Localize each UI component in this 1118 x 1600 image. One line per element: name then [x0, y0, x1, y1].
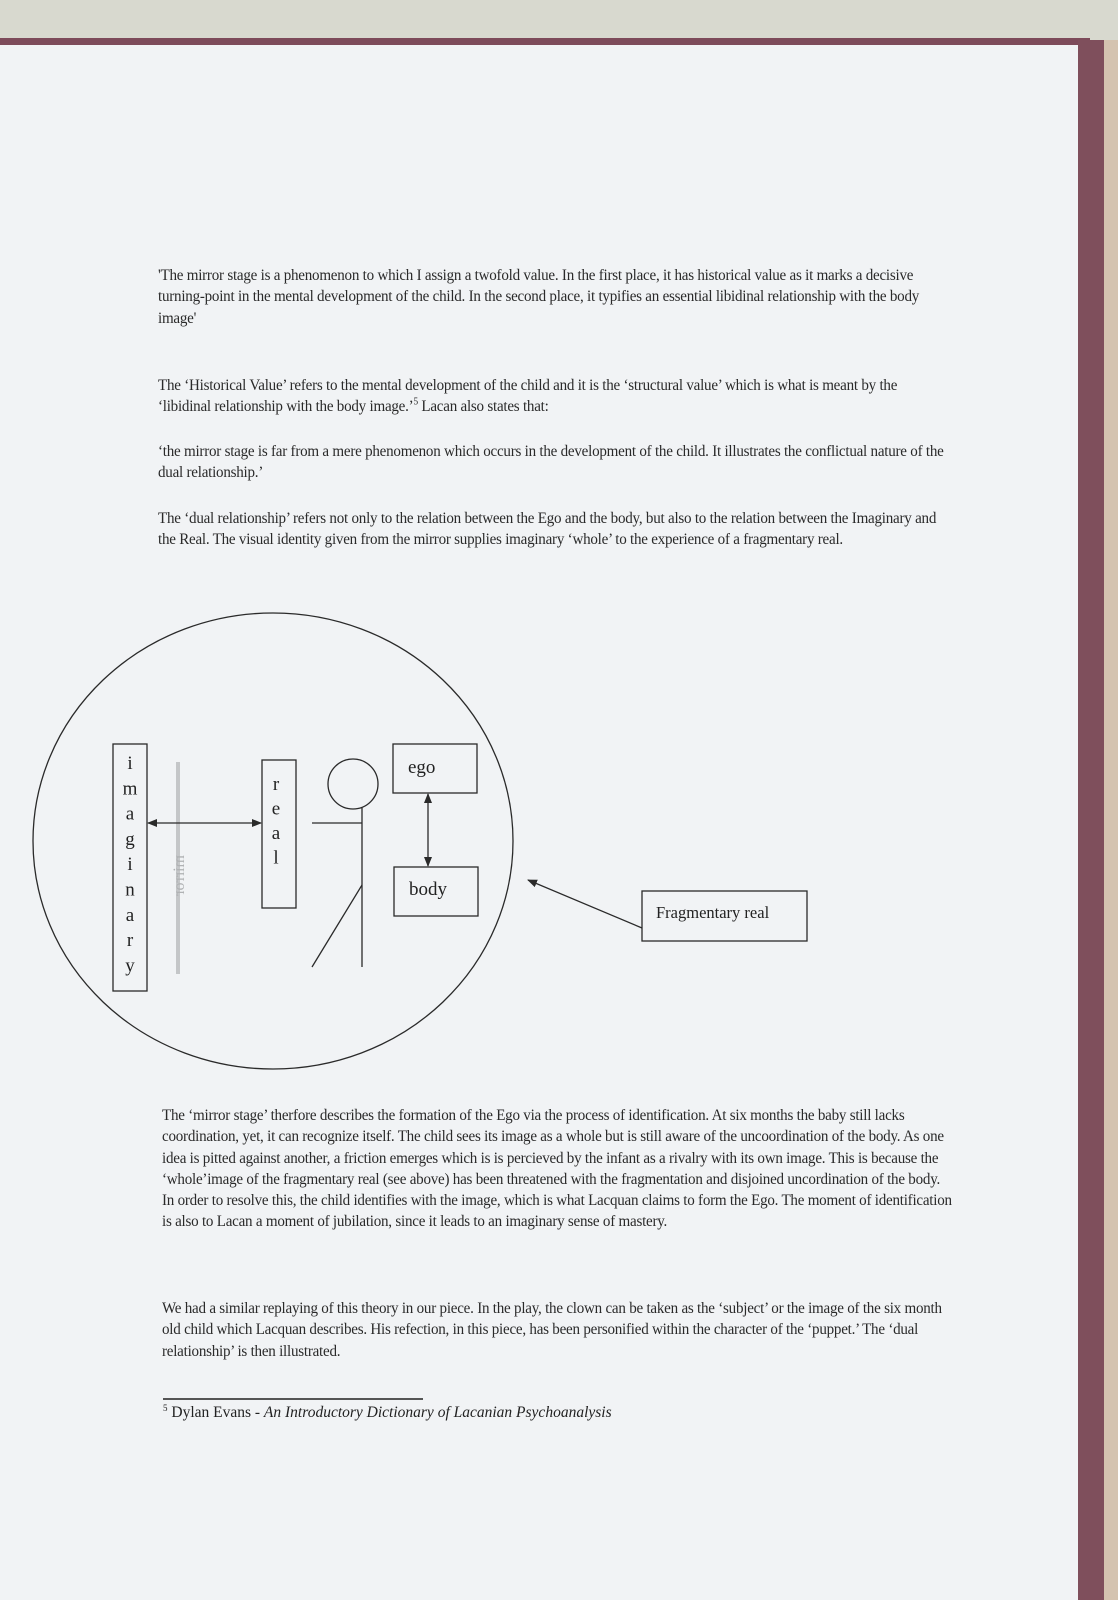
imaginary-letter: m — [122, 778, 138, 800]
imaginary-label — [123, 753, 138, 976]
real-letter: r — [272, 774, 280, 795]
paragraph-tail: Lacan also states that: — [417, 397, 549, 416]
imaginary-letter: a — [125, 803, 135, 825]
imaginary-letter: r — [126, 930, 134, 952]
real-letter: a — [271, 823, 281, 844]
footnote-separator — [163, 1398, 423, 1400]
quote-paragraph-1: 'The mirror stage is a phenomenon to which I assign a twofold value. In the first place, it has historical value as it marks a decisive turning-point in the mental development of the child. In the second place, it typifies an essential libidinal relationship with the body image' — [158, 266, 920, 327]
paragraph-text: The ‘Historical Value’ refers to the mental development of the child and it is the ‘structural value’ which is what is meant by the ‘libidinal relationship with the body image.’ — [158, 376, 898, 416]
fragmentary-real-label: Fragmentary real — [656, 903, 770, 922]
body-label: body — [409, 879, 447, 900]
footnote-title: An Introductory Dictionary of Lacanian Psychoanalysis — [263, 1404, 612, 1422]
imaginary-letter: n — [125, 879, 135, 901]
footnote-ref[interactable]: 5 — [413, 396, 418, 408]
stick-figure — [312, 759, 378, 967]
ego-label: ego — [408, 757, 436, 778]
imaginary-letter: g — [125, 828, 135, 850]
stick-figure-leg — [312, 885, 362, 967]
footnote-number: 5 — [163, 1403, 168, 1413]
paragraph-formation-of-ego: The ‘mirror stage’ therfore describes the formation of the Ego via the process of identification. At six months the baby still lacks coordination, yet, it can recognize itself. The child sees its image as a whole but is still aware of the uncoordination of the body. As one idea is pitted against another, a friction emerges which is is percieved by the infant as a rivalry with its own image. This is because the ‘whole’image of the fragmentary real (see above) has been threatened with the fragmentation and disjoined uncordination of the body. In order to resolve this, the child identifies with the image, which is what Lacquan claims to form the Ego. The moment of identification is also to Lacan a moment of jubilation, since it leads to an imaginary sense of mastery. — [162, 1106, 952, 1231]
paragraph-our-piece: We had a similar replaying of this theory in our piece. In the play, the clown can be taken as the ‘subject’ or the image of the six month old child which Lacquan describes. His refection, in this piece, has been personified within the character of the ‘puppet.’ The ‘dual relationship’ is then illustrated. — [162, 1299, 942, 1360]
footnote-author: Dylan Evans - — [171, 1404, 264, 1422]
real-letter: e — [271, 798, 281, 820]
fragmentary-arrow — [528, 880, 642, 928]
real-label — [272, 774, 281, 869]
stick-figure-head — [328, 759, 378, 809]
footnote — [163, 1403, 612, 1422]
quote-paragraph-2: ‘the mirror stage is far from a mere phenomenon which occurs in the development of the child. It illustrates the conflictual nature of the dual relationship.’ — [158, 442, 944, 482]
imaginary-letter: i — [127, 854, 133, 876]
imaginary-letter: a — [125, 904, 135, 926]
imaginary-letter: y — [125, 955, 135, 977]
real-letter: l — [273, 847, 279, 869]
mirror-label: mirror — [171, 855, 188, 896]
paragraph-dual-relationship: The ‘dual relationship’ refers not only to the relation between the Ego and the body, but also to the relation between the Imaginary and the Real. The visual identity given from the mirror supplies imaginary ‘whole’ to the experience of a fragmentary real. — [158, 509, 937, 549]
imaginary-letter: i — [127, 753, 133, 774]
